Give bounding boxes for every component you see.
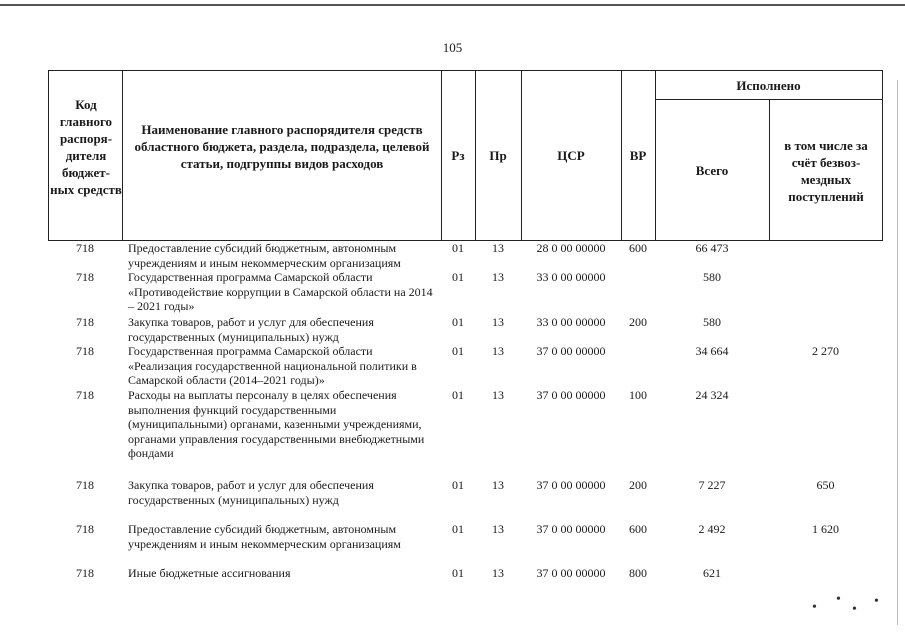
- row-pr: 13: [492, 241, 504, 255]
- scan-right-border: [897, 80, 898, 625]
- row-rz: 01: [452, 270, 464, 284]
- row-vr: 200: [629, 315, 647, 329]
- row-csr: 33 0 00 00000: [536, 315, 606, 329]
- row-pr: 13: [492, 522, 504, 536]
- header-pr: Пр: [489, 148, 507, 163]
- header-divider: [769, 99, 770, 241]
- row-rz: 01: [452, 566, 464, 580]
- row-rz: 01: [452, 315, 464, 329]
- row-code: 718: [76, 315, 94, 329]
- row-name: Предоставление субсидий бюджетным, автономным учреждениям и иным некоммерческим организациям: [128, 522, 401, 551]
- header-csr: ЦСР: [557, 148, 585, 163]
- row-code: 718: [76, 478, 94, 492]
- row-name: Закупка товаров, работ и услуг для обеспечения государственных (муниципальных) нужд: [128, 315, 374, 344]
- row-csr: 33 0 00 00000: [536, 270, 606, 284]
- row-rz: 01: [452, 344, 464, 358]
- row-rz: 01: [452, 478, 464, 492]
- row-csr: 37 0 00 00000: [536, 522, 606, 536]
- row-pr: 13: [492, 315, 504, 329]
- scan-speck: •: [836, 592, 841, 607]
- row-code: 718: [76, 522, 94, 536]
- row-code: 718: [76, 270, 94, 284]
- row-name: Закупка товаров, работ и услуг для обеспечения государственных (муниципальных) нужд: [128, 478, 374, 507]
- header-name: Наименование главного распорядителя средств областного бюджета, раздела, подраздела, целевой статьи, подгруппы видов расходов: [134, 122, 430, 171]
- scan-top-border: [0, 4, 905, 6]
- header-rz: Рз: [451, 148, 465, 163]
- row-rz: 01: [452, 241, 464, 255]
- scan-speck: •: [874, 594, 879, 609]
- row-total: 7 227: [698, 478, 726, 492]
- row-total: 580: [703, 270, 721, 284]
- row-csr: 37 0 00 00000: [536, 566, 606, 580]
- row-csr: 37 0 00 00000: [536, 344, 606, 358]
- row-name: Государственная программа Самарской области «Противодействие коррупции в Самарской области на 2014 – 2021 годы»: [128, 270, 433, 313]
- header-code: Код главного распоря-дителя бюджет-ных средств: [50, 97, 122, 197]
- row-total: 34 664: [695, 344, 729, 358]
- row-pr: 13: [492, 344, 504, 358]
- row-vr: 100: [629, 388, 647, 402]
- row-csr: 28 0 00 00000: [536, 241, 606, 255]
- row-free: 2 270: [812, 344, 839, 358]
- row-vr: 200: [629, 478, 647, 492]
- row-csr: 37 0 00 00000: [536, 388, 606, 402]
- header-divider: [122, 70, 123, 241]
- row-code: 718: [76, 241, 94, 255]
- header-top-rule: [48, 70, 882, 71]
- row-total: 2 492: [698, 522, 726, 536]
- row-name: Предоставление субсидий бюджетным, автономным учреждениям и иным некоммерческим организациям: [128, 241, 401, 270]
- row-vr: 800: [629, 566, 647, 580]
- scan-speck: •: [812, 600, 817, 615]
- row-rz: 01: [452, 522, 464, 536]
- header-divider: [882, 70, 883, 241]
- row-code: 718: [76, 566, 94, 580]
- row-total: 621: [703, 566, 721, 580]
- header-free: в том числе за счёт безвоз-мездных поступлений: [784, 138, 868, 204]
- row-free: 650: [816, 478, 835, 492]
- row-name: Расходы на выплаты персоналу в целях обеспечения выполнения функций государственными (муниципальными) органами, казенными учреждениями, органами управления государственными внебюджетными фондами: [128, 388, 425, 460]
- header-total: Всего: [695, 163, 729, 178]
- row-pr: 13: [492, 566, 504, 580]
- scan-speck: •: [852, 602, 857, 617]
- row-total: 580: [703, 315, 721, 329]
- row-name: Иные бюджетные ассигнования: [128, 566, 291, 580]
- row-csr: 37 0 00 00000: [536, 478, 606, 492]
- row-vr: 600: [629, 241, 647, 255]
- row-rz: 01: [452, 388, 464, 402]
- row-code: 718: [76, 388, 94, 402]
- row-vr: 600: [629, 522, 647, 536]
- row-total: 24 324: [695, 388, 729, 402]
- row-free: 1 620: [812, 522, 839, 536]
- header-vr: ВР: [629, 148, 647, 163]
- row-pr: 13: [492, 270, 504, 284]
- page-number: 105: [442, 40, 463, 55]
- header-executed: Исполнено: [736, 78, 801, 93]
- row-pr: 13: [492, 478, 504, 492]
- header-divider: [655, 70, 656, 241]
- row-pr: 13: [492, 388, 504, 402]
- row-total: 66 473: [695, 241, 729, 255]
- row-code: 718: [76, 344, 94, 358]
- row-name: Государственная программа Самарской области «Реализация государственной национальной политики в Самарской области (2014–2021 годы)»: [128, 344, 417, 387]
- header-divider: [48, 70, 49, 241]
